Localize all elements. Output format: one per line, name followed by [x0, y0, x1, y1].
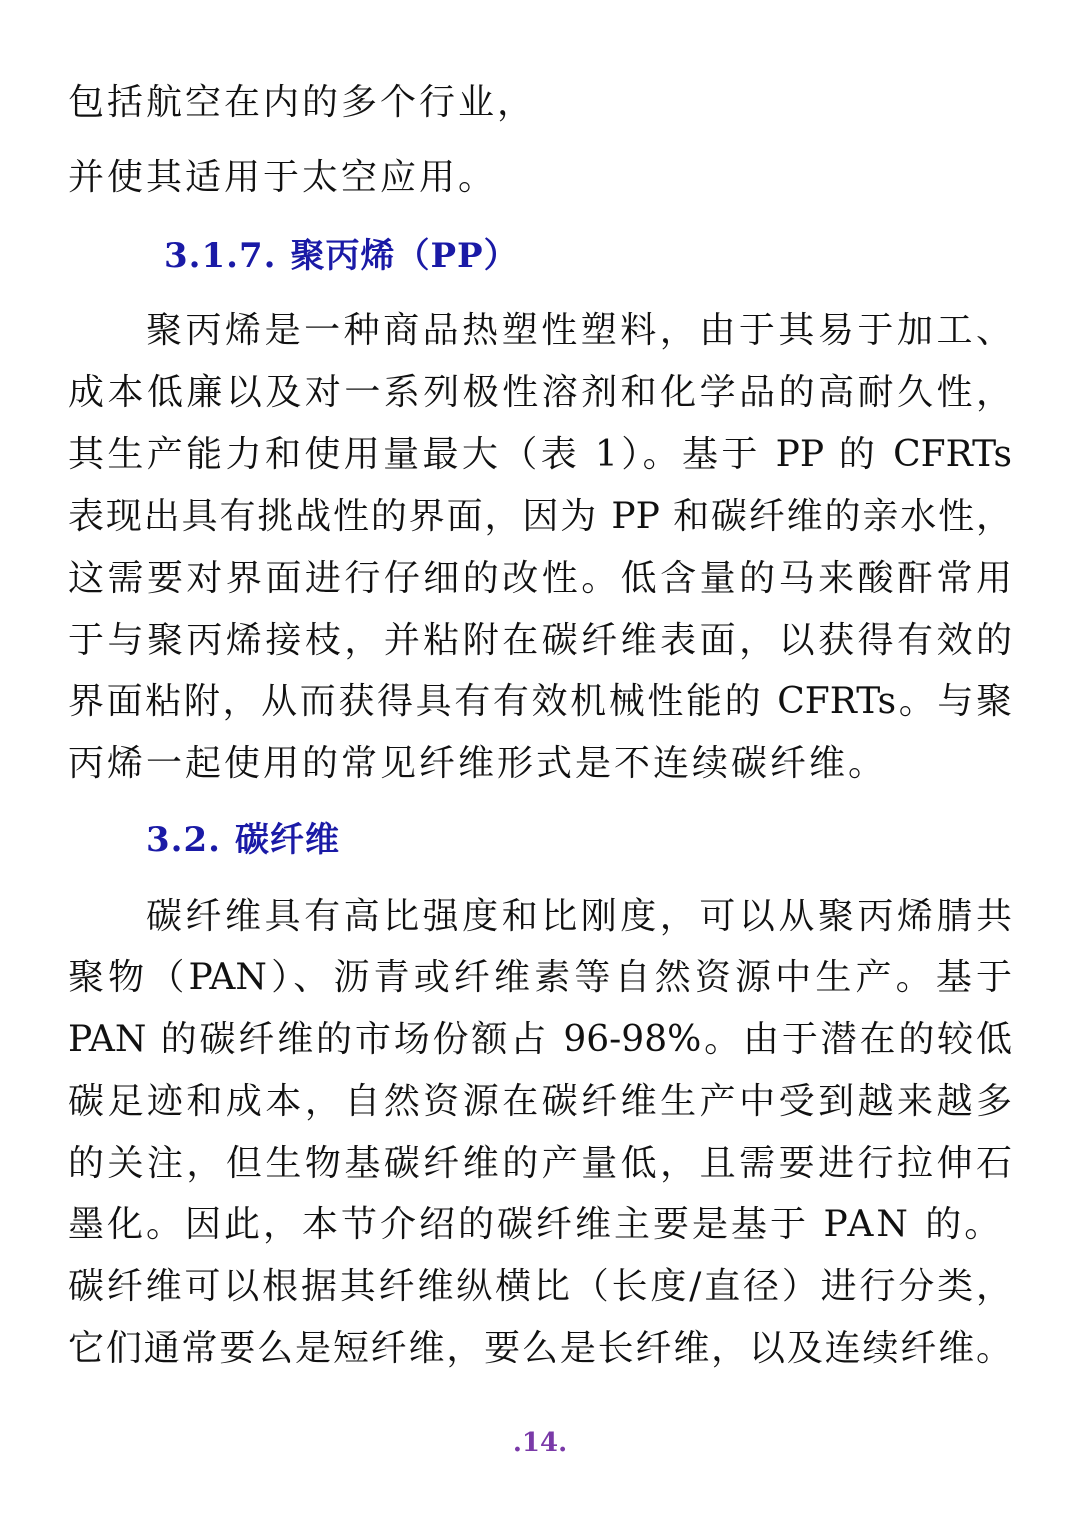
paragraph-line: 于与聚丙烯接枝，并粘附在碳纤维表面，以获得有效的 [68, 620, 1012, 661]
section-number: 3.1.7. [164, 236, 277, 276]
paragraph-line: 聚物（PAN）、沥青或纤维素等自然资源中生产。基于 [68, 957, 1012, 998]
paragraph-line: 这需要对界面进行仔细的改性。低含量的马来酸酐常用 [68, 558, 1012, 599]
paragraph-line: 并使其适用于太空应用。 [68, 157, 498, 198]
paragraph-line: 包括航空在内的多个行业， [68, 82, 537, 123]
paragraph-line: 丙烯一起使用的常见纤维形式是不连续碳纤维。 [68, 743, 888, 784]
paragraph-line: 表现出具有挑战性的界面，因为 PP 和碳纤维的亲水性， [68, 496, 1012, 537]
paragraph-line: 它们通常要么是短纤维，要么是长纤维，以及连续纤维。 [68, 1328, 1012, 1369]
section-title: 碳纤维 [235, 820, 340, 860]
paragraph-line: 聚丙烯是一种商品热塑性塑料，由于其易于加工、 [146, 310, 1012, 351]
paragraph-line: 碳纤维可以根据其纤维纵横比（长度/直径）进行分类， [68, 1266, 1012, 1307]
paragraph-line: 界面粘附，从而获得具有有效机械性能的 CFRTs。与聚 [68, 681, 1012, 722]
paragraph-line: 的关注，但生物基碳纤维的产量低，且需要进行拉伸石 [68, 1143, 1012, 1184]
section-heading-3-1-7 [164, 230, 519, 282]
paragraph-line: 其生产能力和使用量最大（表 1）。基于 PP 的 CFRTs [68, 434, 1012, 475]
section-title: 聚丙烯（PP） [290, 236, 519, 276]
paragraph-line: 碳纤维具有高比强度和比刚度，可以从聚丙烯腈共 [146, 896, 1012, 937]
paragraph-line: 碳足迹和成本，自然资源在碳纤维生产中受到越来越多 [68, 1081, 1012, 1122]
paragraph-line: 墨化。因此，本节介绍的碳纤维主要是基于 PAN 的。 [68, 1204, 1004, 1245]
paragraph-line: 成本低廉以及对一系列极性溶剂和化学品的高耐久性， [68, 372, 1012, 413]
section-heading-3-2 [146, 814, 340, 866]
section-number: 3.2. [146, 820, 221, 860]
page-number: .14. [512, 1428, 568, 1458]
paragraph-line: PAN 的碳纤维的市场份额占 96-98%。由于潜在的较低 [68, 1019, 1012, 1060]
